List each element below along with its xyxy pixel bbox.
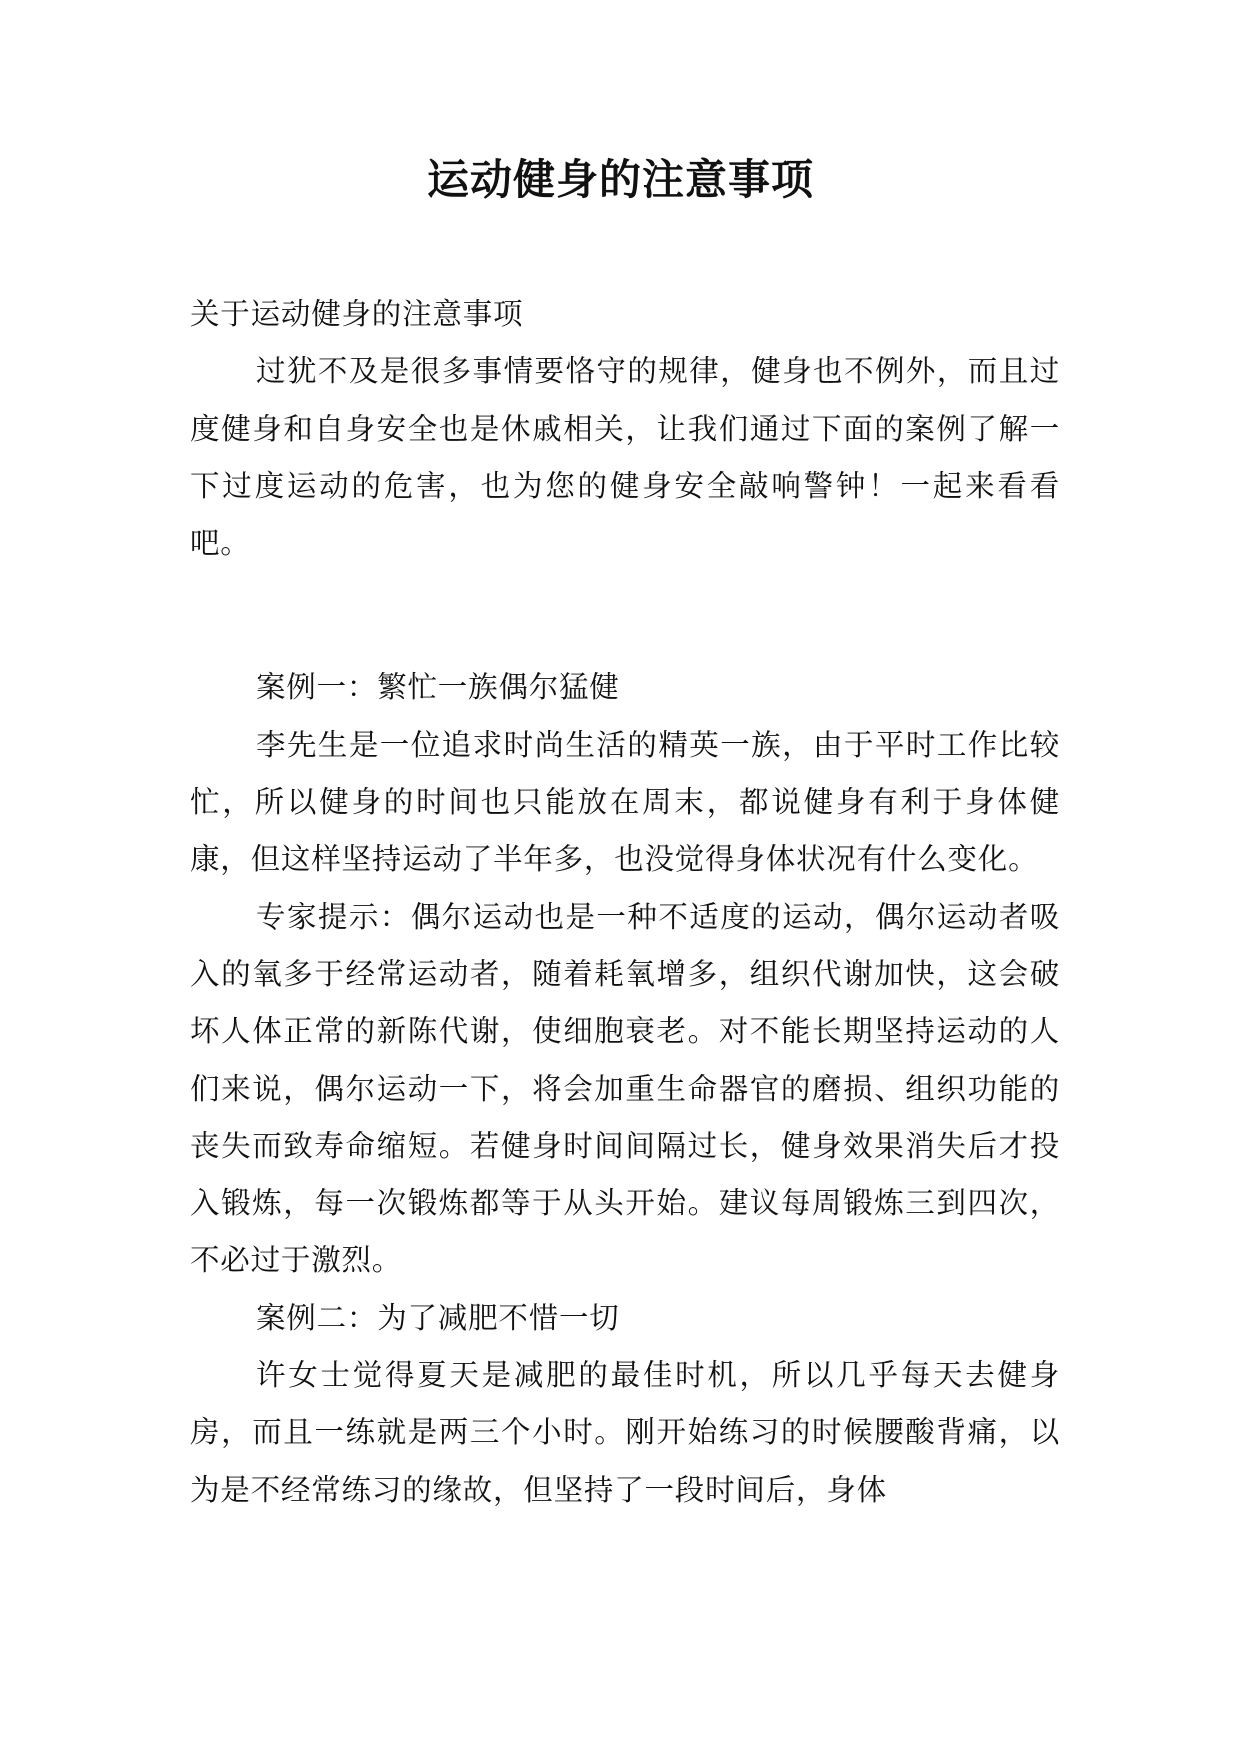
paragraph-gap: [190, 572, 1060, 659]
subtitle-line: 关于运动健身的注意事项: [190, 297, 524, 331]
case-one-paragraph: 李先生是一位追求时尚生活的精英一族，由于平时工作比较忙，所以健身的时间也只能放在周末，都说健身有利于身体健康，但这样坚持运动了半年多，也没觉得身体状况有什么变化。: [190, 727, 1060, 877]
case-two-heading: 案例二：为了减肥不惜一切: [256, 1300, 620, 1335]
document-body: [190, 286, 1060, 1519]
case-one-heading: 案例一：繁忙一族偶尔猛健: [256, 670, 620, 705]
document-title: 运动健身的注意事项: [426, 155, 814, 204]
expert-tip-paragraph: 专家提示：偶尔运动也是一种不适度的运动，偶尔运动者吸入的氧多于经常运动者，随着耗氧增多，组织代谢加快，这会破坏人体正常的新陈代谢，使细胞衰老。对不能长期坚持运动的人们来说，偶尔运动一下，将会加重生命器官的磨损、组织功能的丧失而致寿命缩短。若健身时间间隔过长，健身效果消失后才投入锻炼，每一次锻炼都等于从头开始。建议每周锻炼三到四次，不必过于激烈。: [190, 899, 1060, 1278]
intro-paragraph: 过犹不及是很多事情要恪守的规律，健身也不例外，而且过度健身和自身安全也是休戚相关，让我们通过下面的案例了解一下过度运动的危害，也为您的健身安全敲响警钟！一起来看看吧。: [190, 354, 1060, 561]
case-two-paragraph: 许女士觉得夏天是减肥的最佳时机，所以几乎每天去健身房，而且一练就是两三个小时。刚开始练习的时候腰酸背痛，以为是不经常练习的缘故，但坚持了一段时间后，身体: [190, 1358, 1060, 1507]
